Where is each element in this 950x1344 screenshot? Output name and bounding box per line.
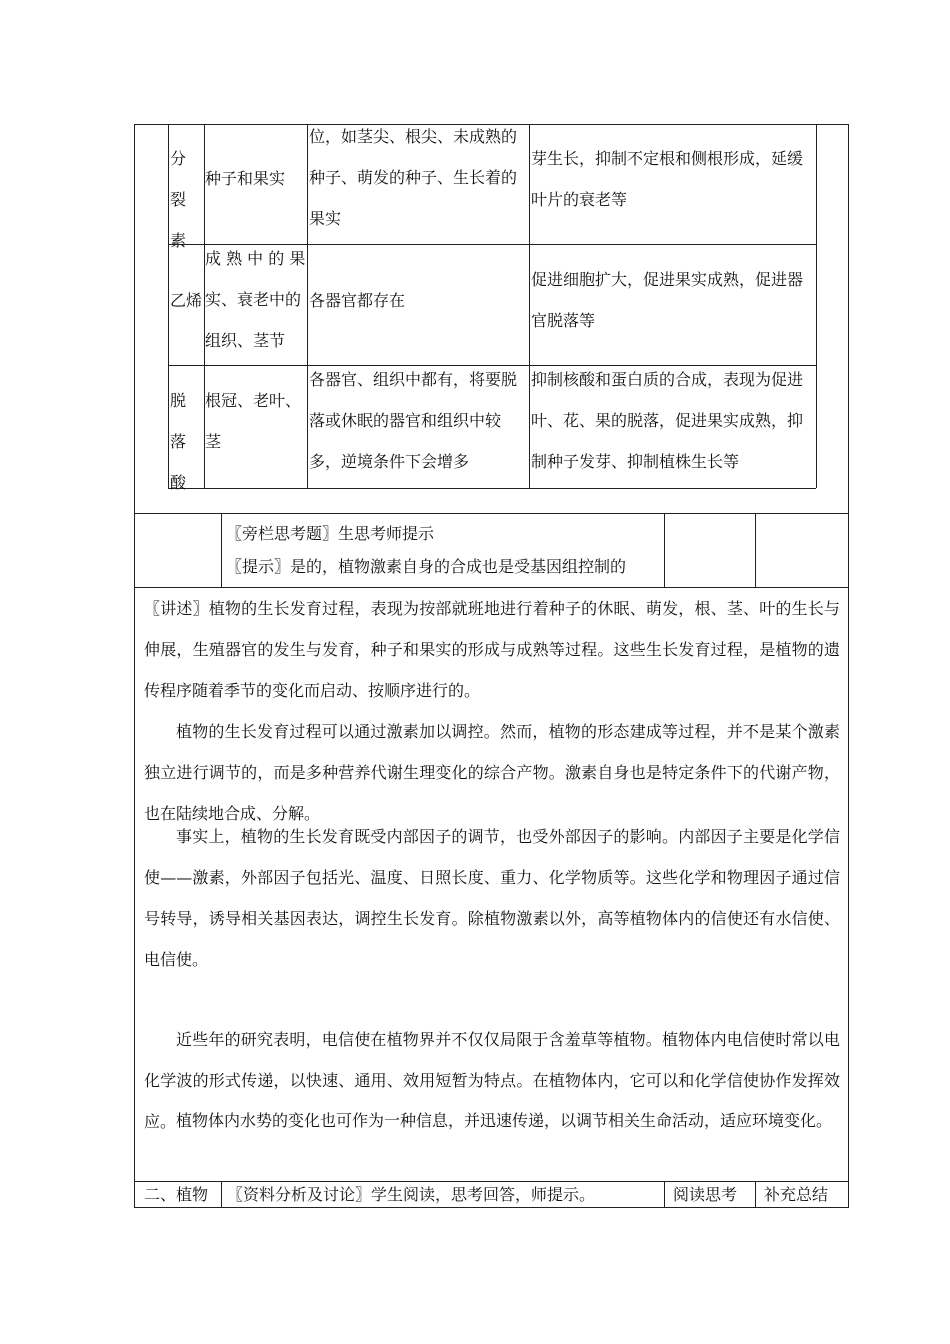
sidebar-question (226, 517, 664, 583)
sidebar-question-hint: 〖提示〗是的，植物激素自身的合成也是受基因组控制的 (226, 557, 627, 576)
last-row-student: 阅读思考 (673, 1185, 738, 1204)
function-line: 叶、花、果的脱落，促进果实成熟，抑 (531, 411, 804, 430)
lecture-paragraph-3: 事实上，植物的生长发育既受内部因子的调节，也受外部因子的影响。内部因子主要是化学信使——激素，外部因子包括光、温度、日照长度、重力、化学物质等。这些化学和物理因子通过信号转导，诱导相关基因表达，调控生长发育。除植物激素以外，高等植物体内的信使还有水信使、电信使。 (144, 827, 840, 969)
hormone-name-abscisic-acid (170, 380, 204, 503)
last-row-col1 (221, 1181, 222, 1208)
outer-right-border (848, 124, 849, 1208)
sidebar-row-col3 (755, 513, 756, 587)
location-line: 组织、茎节 (205, 331, 286, 350)
hormone-name-part: 分 裂 (170, 149, 187, 209)
last-row-col3 (755, 1181, 756, 1208)
hormone-function-ethylene (531, 259, 816, 341)
location-text: 种子和果实 (205, 169, 286, 188)
distribution-text: 各器官都存在 (309, 291, 406, 310)
hormone-name-text: 乙烯 (170, 291, 203, 310)
outer-left-border (134, 124, 135, 1208)
hormone-table-col3 (307, 124, 308, 488)
hormone-location-ethylene (205, 238, 307, 361)
location-line: 茎 (205, 432, 222, 451)
last-row-teacher: 补充总结 (764, 1185, 829, 1204)
distribution-line: 种子、萌发的种子、生长着的 (309, 168, 518, 187)
location-line: 根冠、老叶、 (205, 391, 302, 410)
distribution-line: 果实 (309, 209, 342, 228)
sidebar-row-col1 (221, 513, 222, 587)
lecture-paragraph-2: 植物的生长发育过程可以通过激素加以调控。然而，植物的形态建成等过程，并不是某个激素独立进行调节的，而是多种营养代谢生理变化的综合产物。激素自身也是特定条件下的代谢产物，也在陆续地合成、分解。 (144, 722, 840, 823)
hormone-name-ethylene (170, 280, 204, 321)
hormone-function-abscisic-acid (531, 359, 816, 482)
location-line: 实、衰老中的 (205, 290, 302, 309)
location-line: 成 熟 中 的 果 (205, 249, 306, 268)
hormone-distribution-ethylene (309, 280, 531, 321)
hormone-location-abscisic-acid (205, 380, 307, 462)
hormone-distribution-cytokinin (309, 116, 531, 239)
lecture-paragraph-1: 〖讲述〗植物的生长发育过程，表现为按部就班地进行着种子的休眠、萌发，根、茎、叶的生长与伸展，生殖器官的发生与发育，种子和果实的形成与成熟等过程。这些生长发育过程，是植物的遗传程序随着季节的变化而启动、按顺序进行的。 (144, 599, 840, 700)
sidebar-question-title: 〖旁栏思考题〗生思考师提示 (226, 524, 435, 543)
function-line: 叶片的衰老等 (531, 190, 628, 209)
hormone-table-right (816, 124, 817, 488)
function-line: 制种子发芽、抑制植株生长等 (531, 452, 740, 471)
last-row-activity: 〖资料分析及讨论〗学生阅读，思考回答，师提示。 (227, 1185, 596, 1204)
distribution-line: 位，如茎尖、根尖、未成熟的 (309, 127, 518, 146)
sidebar-row-top (134, 513, 849, 514)
last-row-col2 (664, 1181, 665, 1208)
hormone-function-cytokinin (531, 138, 816, 220)
lecture-paragraph-5: 植物体内水势的变化也可作为一种信息，并迅速传递，以调节相关生命活动，适应环境变化。 (176, 1111, 833, 1130)
hormone-location-cytokinin (205, 158, 307, 199)
distribution-line: 落或休眠的器官和组织中较 (309, 411, 502, 430)
function-line: 芽生长，抑制不定根和侧根形成，延缓 (531, 149, 804, 168)
distribution-line: 各器官、组织中都有，将要脱 (309, 370, 518, 389)
lecture-paragraph-4: 近些年的研究表明，电信使在植物界并不仅仅局限于含羞草等植物。植物体内电信使时常以电化学波的形式传递，以快速、通用、效用短暂为特点。在植物体内，它可以和化学信使协作发挥效应。 (144, 1030, 840, 1131)
function-line: 促进细胞扩大，促进果实成熟，促进器 (531, 270, 804, 289)
function-line: 官脱落等 (531, 311, 596, 330)
hormone-name-part: 素 (170, 231, 187, 250)
hormone-name-cytokinin (170, 138, 204, 261)
hormone-name-part: 酸 (170, 473, 187, 492)
hormone-name-part: 脱 落 (170, 391, 187, 451)
distribution-line: 多，逆境条件下会增多 (309, 452, 470, 471)
function-line: 抑制核酸和蛋白质的合成，表现为促进 (531, 370, 804, 389)
last-row-section: 二、植物 (144, 1185, 209, 1204)
sidebar-row-col2 (664, 513, 665, 587)
hormone-distribution-abscisic-acid (309, 359, 531, 482)
hormone-table-left (168, 124, 169, 488)
hormone-table-bottom (168, 488, 816, 489)
